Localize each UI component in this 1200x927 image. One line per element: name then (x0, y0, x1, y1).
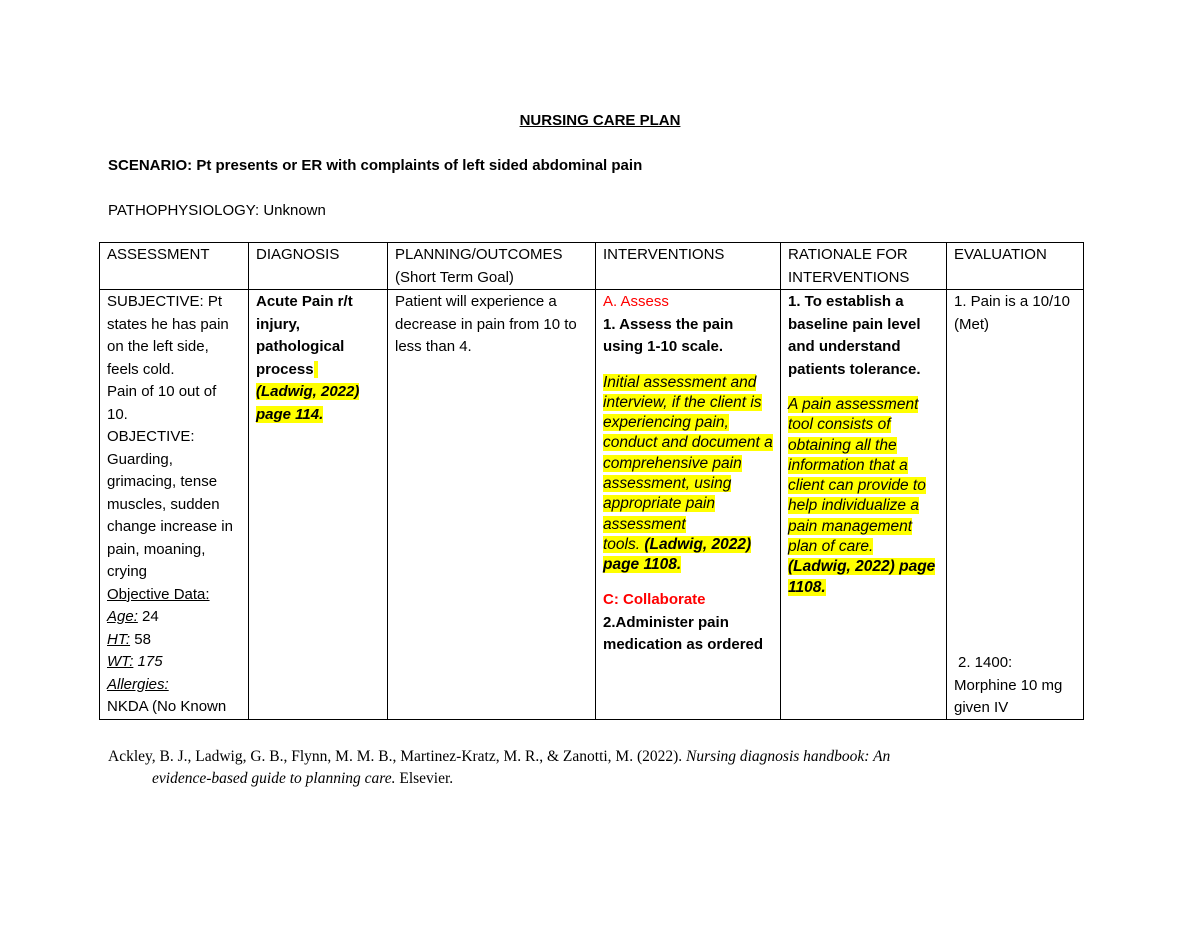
evaluation-cell (947, 290, 1084, 720)
header-interventions: INTERVENTIONS (596, 243, 781, 290)
reference-book-title-2: evidence-based guide to planning care. (152, 770, 396, 787)
reference-book-title-1: Nursing diagnosis handbook: An (686, 748, 891, 765)
pathophysiology-text: Unknown (259, 202, 326, 219)
scenario-text: Pt presents or ER with complaints of left sided abdominal pain (192, 157, 643, 174)
assess-text: 1. Assess the pain using 1-10 scale. (603, 315, 734, 355)
wt-line (107, 651, 241, 674)
evaluation-item-2 (954, 652, 1076, 719)
evaluation-item-2-detail: Morphine 10 mg given IV (954, 676, 1063, 716)
ht-label: HT: (107, 630, 131, 648)
assess-label: A. Assess (603, 293, 669, 310)
objective-label: OBJECTIVE: (107, 428, 195, 445)
subjective-label: SUBJECTIVE: (107, 293, 204, 310)
age-line (107, 606, 241, 629)
header-planning (388, 243, 596, 290)
pathophysiology-label: PATHOPHYSIOLOGY: (108, 202, 260, 219)
collab-text: 2.Administer pain medication as ordered (603, 613, 764, 654)
collab-label: C: Collaborate (603, 591, 706, 609)
reference-citation (108, 746, 1048, 790)
rationale-cell (781, 290, 947, 720)
age-value: 24 (137, 608, 159, 625)
ht-line (107, 629, 241, 652)
diagnosis-text (256, 291, 380, 381)
care-plan-table (99, 242, 1084, 720)
age-label: Age: (107, 608, 138, 625)
diagnosis-statement: Acute Pain r/t injury, pathological process (256, 293, 353, 378)
pathophysiology-line (108, 202, 326, 219)
header-rationale (781, 243, 947, 290)
scenario-line (108, 157, 642, 174)
wt-label: WT: (107, 653, 134, 670)
diagnosis-cell (249, 290, 388, 720)
reference-line-1 (108, 746, 1048, 768)
header-rationale-line1: RATIONALE FOR (788, 246, 908, 263)
rationale-italic-text: A pain assessment tool consists of obtaining all the information that a client can provide to help individualize a pain management plan of care. (788, 396, 926, 556)
interventions-cell (596, 290, 781, 720)
diagnosis-citation-block (256, 381, 380, 426)
subjective-text: Pt states he has pain on the left side, feels cold. (107, 293, 229, 378)
ht-value: 58 (130, 630, 151, 648)
subjective-block (107, 291, 241, 381)
header-assessment: ASSESSMENT (100, 243, 249, 290)
reference-line-2 (108, 768, 1048, 790)
planning-cell (388, 290, 596, 720)
document-title: NURSING CARE PLAN (519, 112, 681, 129)
objective-text: Guarding, grimacing, tense muscles, sudden change increase in pain, moaning, crying (107, 450, 233, 580)
objective-data-label: Objective Data: (107, 585, 210, 603)
rationale-citation: (Ladwig, 2022) page 1108. (788, 558, 936, 596)
header-evaluation: EVALUATION (947, 243, 1084, 290)
planning-text: Patient will experience a decrease in pain from 10 to less than 4. (395, 293, 577, 355)
reference-authors: Ackley, B. J., Ladwig, G. B., Flynn, M. M. B., Martinez-Kratz, M. R., & Zanotti, M. (2022). (108, 748, 687, 765)
pain-text: Pain of 10 out of 10. (107, 383, 217, 423)
table-row (100, 290, 1084, 720)
allergies-label: Allergies: (107, 675, 169, 693)
reference-publisher: Elsevier. (395, 770, 454, 787)
scenario-label: SCENARIO: (108, 157, 193, 174)
header-rationale-line2: INTERVENTIONS (788, 268, 910, 286)
diagnosis-citation: (Ladwig, 2022) page 114. (256, 383, 360, 423)
assessment-cell (100, 290, 249, 720)
assess-italic-block (603, 373, 773, 576)
allergies-value: NKDA (No Known (107, 698, 227, 715)
header-planning-line2: (Short Term Goal) (395, 268, 514, 286)
evaluation-item-1: 1. Pain is a 10/10 (Met) (954, 293, 1070, 333)
assess-citation: (Ladwig, 2022) page 1108. (603, 535, 752, 574)
header-diagnosis: DIAGNOSIS (249, 243, 388, 290)
evaluation-item-2-time: 2. 1400: (958, 654, 1013, 671)
rationale-text: 1. To establish a baseline pain level and understand patients tolerance. (788, 293, 921, 378)
wt-value: 175 (133, 653, 163, 670)
assess-italic-text: Initial assessment and interview, if the client is experiencing pain, conduct and document a comprehensive pain assessment, using appropriate pain assessment tools. (603, 373, 773, 553)
rationale-italic-block (788, 395, 939, 598)
header-planning-line1: PLANNING/OUTCOMES (395, 246, 563, 263)
table-header-row (100, 243, 1084, 290)
